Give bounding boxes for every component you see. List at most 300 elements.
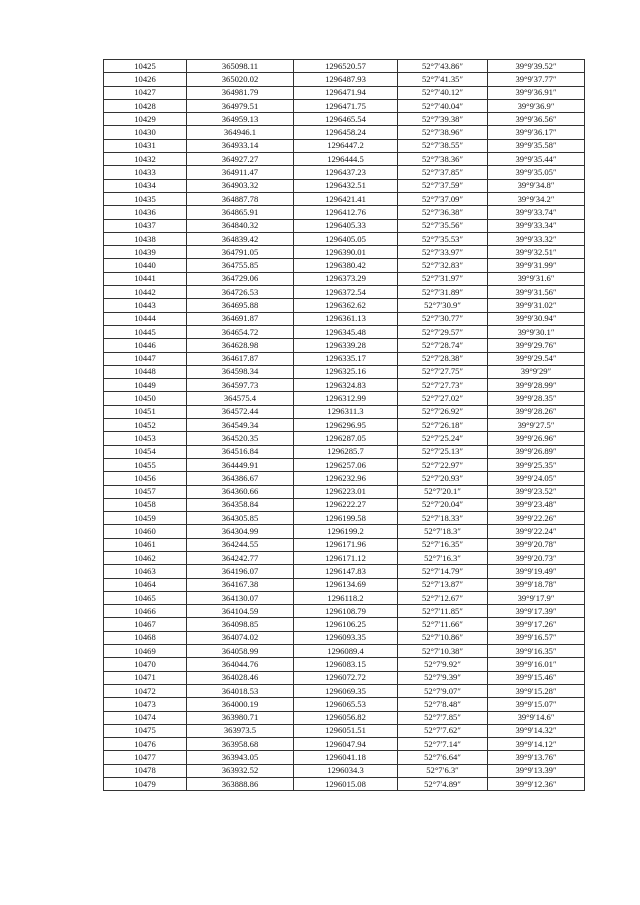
longitude-cell: 39°9′13.76″ [488, 751, 585, 764]
x-coordinate-cell: 364000.19 [187, 698, 294, 711]
y-coordinate-cell: 1296047.94 [294, 738, 398, 751]
point-number-cell: 10461 [104, 538, 187, 551]
longitude-cell: 39°9′35.44″ [488, 153, 585, 166]
longitude-cell: 39°9′19.49″ [488, 565, 585, 578]
y-coordinate-cell: 1296335.17 [294, 352, 398, 365]
point-number-cell: 10433 [104, 166, 187, 179]
longitude-cell: 39°9′23.52″ [488, 485, 585, 498]
longitude-cell: 39°9′15.46″ [488, 671, 585, 684]
longitude-cell: 39°9′16.01″ [488, 658, 585, 671]
point-number-cell: 10429 [104, 113, 187, 126]
x-coordinate-cell: 364305.85 [187, 512, 294, 525]
x-coordinate-cell: 364979.51 [187, 99, 294, 112]
table-row [104, 684, 585, 697]
table-row [104, 166, 585, 179]
table-row [104, 339, 585, 352]
table-row [104, 405, 585, 418]
point-number-cell: 10448 [104, 365, 187, 378]
x-coordinate-cell: 364729.06 [187, 272, 294, 285]
latitude-cell: 52°7′20.93″ [398, 472, 488, 485]
longitude-cell: 39°9′16.57″ [488, 631, 585, 644]
longitude-cell: 39°9′36.17″ [488, 126, 585, 139]
y-coordinate-cell: 1296051.51 [294, 724, 398, 737]
longitude-cell: 39°9′14.32″ [488, 724, 585, 737]
x-coordinate-cell: 364130.07 [187, 591, 294, 604]
x-coordinate-cell: 364360.66 [187, 485, 294, 498]
latitude-cell: 52°7′30.9″ [398, 299, 488, 312]
point-number-cell: 10431 [104, 139, 187, 152]
x-coordinate-cell: 363943.05 [187, 751, 294, 764]
latitude-cell: 52°7′27.73″ [398, 379, 488, 392]
table-row [104, 126, 585, 139]
y-coordinate-cell: 1296373.29 [294, 272, 398, 285]
latitude-cell: 52°7′9.39″ [398, 671, 488, 684]
y-coordinate-cell: 1296471.94 [294, 86, 398, 99]
y-coordinate-cell: 1296520.57 [294, 60, 398, 73]
table-row [104, 778, 585, 791]
table-row [104, 73, 585, 86]
table-row [104, 325, 585, 338]
table-row [104, 246, 585, 259]
y-coordinate-cell: 1296171.12 [294, 551, 398, 564]
table-row [104, 192, 585, 205]
point-number-cell: 10459 [104, 512, 187, 525]
y-coordinate-cell: 1296390.01 [294, 246, 398, 259]
latitude-cell: 52°7′26.92″ [398, 405, 488, 418]
x-coordinate-cell: 364196.07 [187, 565, 294, 578]
table-row [104, 299, 585, 312]
longitude-cell: 39°9′29.54″ [488, 352, 585, 365]
latitude-cell: 52°7′13.87″ [398, 578, 488, 591]
longitude-cell: 39°9′32.51″ [488, 246, 585, 259]
x-coordinate-cell: 364358.84 [187, 498, 294, 511]
y-coordinate-cell: 1296324.83 [294, 379, 398, 392]
x-coordinate-cell: 364058.99 [187, 645, 294, 658]
y-coordinate-cell: 1296106.25 [294, 618, 398, 631]
table-row [104, 86, 585, 99]
longitude-cell: 39°9′16.35″ [488, 645, 585, 658]
point-number-cell: 10467 [104, 618, 187, 631]
x-coordinate-cell: 363932.52 [187, 764, 294, 777]
longitude-cell: 39°9′14.12″ [488, 738, 585, 751]
latitude-cell: 52°7′12.67″ [398, 591, 488, 604]
longitude-cell: 39°9′26.89″ [488, 445, 585, 458]
y-coordinate-cell: 1296412.76 [294, 206, 398, 219]
table-row [104, 232, 585, 245]
table-row [104, 139, 585, 152]
y-coordinate-cell: 1296199.2 [294, 525, 398, 538]
x-coordinate-cell: 364887.78 [187, 192, 294, 205]
longitude-cell: 39°9′27.5″ [488, 419, 585, 432]
latitude-cell: 52°7′37.09″ [398, 192, 488, 205]
latitude-cell: 52°7′14.79″ [398, 565, 488, 578]
longitude-cell: 39°9′12.36″ [488, 778, 585, 791]
latitude-cell: 52°7′11.66″ [398, 618, 488, 631]
longitude-cell: 39°9′17.9″ [488, 591, 585, 604]
point-number-cell: 10432 [104, 153, 187, 166]
table-row [104, 565, 585, 578]
point-number-cell: 10443 [104, 299, 187, 312]
point-number-cell: 10476 [104, 738, 187, 751]
y-coordinate-cell: 1296405.05 [294, 232, 398, 245]
y-coordinate-cell: 1296108.79 [294, 605, 398, 618]
x-coordinate-cell: 363973.5 [187, 724, 294, 737]
x-coordinate-cell: 364617.87 [187, 352, 294, 365]
y-coordinate-cell: 1296421.41 [294, 192, 398, 205]
longitude-cell: 39°9′36.56″ [488, 113, 585, 126]
x-coordinate-cell: 364572.44 [187, 405, 294, 418]
table-row [104, 312, 585, 325]
x-coordinate-cell: 364911.47 [187, 166, 294, 179]
longitude-cell: 39°9′36.9″ [488, 99, 585, 112]
x-coordinate-cell: 364304.99 [187, 525, 294, 538]
point-number-cell: 10446 [104, 339, 187, 352]
point-number-cell: 10441 [104, 272, 187, 285]
y-coordinate-cell: 1296072.72 [294, 671, 398, 684]
table-row [104, 485, 585, 498]
point-number-cell: 10473 [104, 698, 187, 711]
latitude-cell: 52°7′7.85″ [398, 711, 488, 724]
longitude-cell: 39°9′35.05″ [488, 166, 585, 179]
y-coordinate-cell: 1296056.82 [294, 711, 398, 724]
x-coordinate-cell: 364981.79 [187, 86, 294, 99]
x-coordinate-cell: 363888.86 [187, 778, 294, 791]
longitude-cell: 39°9′31.56″ [488, 286, 585, 299]
table-row [104, 512, 585, 525]
longitude-cell: 39°9′30.1″ [488, 325, 585, 338]
x-coordinate-cell: 364104.59 [187, 605, 294, 618]
y-coordinate-cell: 1296312.99 [294, 392, 398, 405]
table-row [104, 671, 585, 684]
latitude-cell: 52°7′41.35″ [398, 73, 488, 86]
latitude-cell: 52°7′38.55″ [398, 139, 488, 152]
latitude-cell: 52°7′11.85″ [398, 605, 488, 618]
y-coordinate-cell: 1296471.75 [294, 99, 398, 112]
coordinates-table-body [104, 60, 585, 791]
x-coordinate-cell: 364755.85 [187, 259, 294, 272]
latitude-cell: 52°7′22.97″ [398, 458, 488, 471]
latitude-cell: 52°7′16.35″ [398, 538, 488, 551]
latitude-cell: 52°7′33.97″ [398, 246, 488, 259]
longitude-cell: 39°9′37.77″ [488, 73, 585, 86]
latitude-cell: 52°7′32.83″ [398, 259, 488, 272]
table-row [104, 153, 585, 166]
latitude-cell: 52°7′26.18″ [398, 419, 488, 432]
x-coordinate-cell: 364167.38 [187, 578, 294, 591]
latitude-cell: 52°7′28.38″ [398, 352, 488, 365]
latitude-cell: 52°7′38.36″ [398, 153, 488, 166]
latitude-cell: 52°7′36.38″ [398, 206, 488, 219]
longitude-cell: 39°9′34.2″ [488, 192, 585, 205]
x-coordinate-cell: 364840.32 [187, 219, 294, 232]
y-coordinate-cell: 1296405.33 [294, 219, 398, 232]
y-coordinate-cell: 1296118.2 [294, 591, 398, 604]
point-number-cell: 10426 [104, 73, 187, 86]
point-number-cell: 10445 [104, 325, 187, 338]
table-row [104, 724, 585, 737]
table-row [104, 458, 585, 471]
x-coordinate-cell: 364575.4 [187, 392, 294, 405]
y-coordinate-cell: 1296171.96 [294, 538, 398, 551]
y-coordinate-cell: 1296361.13 [294, 312, 398, 325]
point-number-cell: 10436 [104, 206, 187, 219]
x-coordinate-cell: 364691.87 [187, 312, 294, 325]
point-number-cell: 10472 [104, 684, 187, 697]
point-number-cell: 10442 [104, 286, 187, 299]
y-coordinate-cell: 1296447.2 [294, 139, 398, 152]
table-row [104, 60, 585, 73]
table-row [104, 764, 585, 777]
longitude-cell: 39°9′36.91″ [488, 86, 585, 99]
y-coordinate-cell: 1296134.69 [294, 578, 398, 591]
table-row [104, 419, 585, 432]
latitude-cell: 52°7′6.64″ [398, 751, 488, 764]
point-number-cell: 10462 [104, 551, 187, 564]
latitude-cell: 52°7′35.56″ [398, 219, 488, 232]
latitude-cell: 52°7′25.24″ [398, 432, 488, 445]
point-number-cell: 10428 [104, 99, 187, 112]
longitude-cell: 39°9′15.07″ [488, 698, 585, 711]
point-number-cell: 10439 [104, 246, 187, 259]
longitude-cell: 39°9′33.34″ [488, 219, 585, 232]
point-number-cell: 10458 [104, 498, 187, 511]
table-row [104, 472, 585, 485]
x-coordinate-cell: 364242.77 [187, 551, 294, 564]
x-coordinate-cell: 364839.42 [187, 232, 294, 245]
longitude-cell: 39°9′20.73″ [488, 551, 585, 564]
longitude-cell: 39°9′24.05″ [488, 472, 585, 485]
x-coordinate-cell: 364098.85 [187, 618, 294, 631]
latitude-cell: 52°7′39.38″ [398, 113, 488, 126]
table-row [104, 751, 585, 764]
table-row [104, 658, 585, 671]
table-row [104, 99, 585, 112]
latitude-cell: 52°7′38.96″ [398, 126, 488, 139]
y-coordinate-cell: 1296065.53 [294, 698, 398, 711]
longitude-cell: 39°9′25.35″ [488, 458, 585, 471]
latitude-cell: 52°7′9.07″ [398, 684, 488, 697]
longitude-cell: 39°9′35.58″ [488, 139, 585, 152]
point-number-cell: 10468 [104, 631, 187, 644]
x-coordinate-cell: 364597.73 [187, 379, 294, 392]
table-row [104, 365, 585, 378]
y-coordinate-cell: 1296372.54 [294, 286, 398, 299]
longitude-cell: 39°9′17.39″ [488, 605, 585, 618]
longitude-cell: 39°9′29″ [488, 365, 585, 378]
x-coordinate-cell: 363958.68 [187, 738, 294, 751]
latitude-cell: 52°7′8.48″ [398, 698, 488, 711]
latitude-cell: 52°7′35.53″ [398, 232, 488, 245]
longitude-cell: 39°9′17.26″ [488, 618, 585, 631]
longitude-cell: 39°9′23.48″ [488, 498, 585, 511]
table-row [104, 645, 585, 658]
latitude-cell: 52°7′31.89″ [398, 286, 488, 299]
coordinates-table [103, 59, 585, 791]
y-coordinate-cell: 1296089.4 [294, 645, 398, 658]
y-coordinate-cell: 1296437.23 [294, 166, 398, 179]
x-coordinate-cell: 364959.13 [187, 113, 294, 126]
longitude-cell: 39°9′26.96″ [488, 432, 585, 445]
longitude-cell: 39°9′28.35″ [488, 392, 585, 405]
point-number-cell: 10477 [104, 751, 187, 764]
latitude-cell: 52°7′40.04″ [398, 99, 488, 112]
x-coordinate-cell: 364946.1 [187, 126, 294, 139]
point-number-cell: 10456 [104, 472, 187, 485]
latitude-cell: 52°7′20.1″ [398, 485, 488, 498]
latitude-cell: 52°7′6.3″ [398, 764, 488, 777]
point-number-cell: 10479 [104, 778, 187, 791]
y-coordinate-cell: 1296285.7 [294, 445, 398, 458]
y-coordinate-cell: 1296223.01 [294, 485, 398, 498]
latitude-cell: 52°7′18.33″ [398, 512, 488, 525]
x-coordinate-cell: 364449.91 [187, 458, 294, 471]
point-number-cell: 10471 [104, 671, 187, 684]
longitude-cell: 39°9′29.76″ [488, 339, 585, 352]
point-number-cell: 10463 [104, 565, 187, 578]
y-coordinate-cell: 1296147.83 [294, 565, 398, 578]
y-coordinate-cell: 1296458.24 [294, 126, 398, 139]
table-row [104, 591, 585, 604]
y-coordinate-cell: 1296083.15 [294, 658, 398, 671]
point-number-cell: 10474 [104, 711, 187, 724]
point-number-cell: 10437 [104, 219, 187, 232]
x-coordinate-cell: 364074.02 [187, 631, 294, 644]
x-coordinate-cell: 364695.88 [187, 299, 294, 312]
table-row [104, 578, 585, 591]
point-number-cell: 10449 [104, 379, 187, 392]
table-row [104, 498, 585, 511]
y-coordinate-cell: 1296465.54 [294, 113, 398, 126]
latitude-cell: 52°7′4.89″ [398, 778, 488, 791]
y-coordinate-cell: 1296325.16 [294, 365, 398, 378]
table-row [104, 698, 585, 711]
x-coordinate-cell: 364598.34 [187, 365, 294, 378]
y-coordinate-cell: 1296232.96 [294, 472, 398, 485]
y-coordinate-cell: 1296339.28 [294, 339, 398, 352]
point-number-cell: 10452 [104, 419, 187, 432]
longitude-cell: 39°9′39.52″ [488, 60, 585, 73]
y-coordinate-cell: 1296380.42 [294, 259, 398, 272]
latitude-cell: 52°7′9.92″ [398, 658, 488, 671]
point-number-cell: 10451 [104, 405, 187, 418]
point-number-cell: 10470 [104, 658, 187, 671]
point-number-cell: 10475 [104, 724, 187, 737]
longitude-cell: 39°9′33.32″ [488, 232, 585, 245]
table-row [104, 272, 585, 285]
latitude-cell: 52°7′37.85″ [398, 166, 488, 179]
x-coordinate-cell: 364927.27 [187, 153, 294, 166]
point-number-cell: 10434 [104, 179, 187, 192]
latitude-cell: 52°7′7.62″ [398, 724, 488, 737]
point-number-cell: 10457 [104, 485, 187, 498]
point-number-cell: 10478 [104, 764, 187, 777]
y-coordinate-cell: 1296015.08 [294, 778, 398, 791]
y-coordinate-cell: 1296296.95 [294, 419, 398, 432]
point-number-cell: 10444 [104, 312, 187, 325]
latitude-cell: 52°7′10.86″ [398, 631, 488, 644]
x-coordinate-cell: 364018.53 [187, 684, 294, 697]
latitude-cell: 52°7′31.97″ [398, 272, 488, 285]
latitude-cell: 52°7′30.77″ [398, 312, 488, 325]
y-coordinate-cell: 1296257.06 [294, 458, 398, 471]
latitude-cell: 52°7′20.04″ [398, 498, 488, 511]
point-number-cell: 10460 [104, 525, 187, 538]
longitude-cell: 39°9′15.28″ [488, 684, 585, 697]
point-number-cell: 10427 [104, 86, 187, 99]
longitude-cell: 39°9′13.39″ [488, 764, 585, 777]
table-row [104, 179, 585, 192]
table-row [104, 392, 585, 405]
x-coordinate-cell: 364791.05 [187, 246, 294, 259]
x-coordinate-cell: 365098.11 [187, 60, 294, 73]
point-number-cell: 10447 [104, 352, 187, 365]
x-coordinate-cell: 364933.14 [187, 139, 294, 152]
longitude-cell: 39°9′31.02″ [488, 299, 585, 312]
x-coordinate-cell: 364903.32 [187, 179, 294, 192]
x-coordinate-cell: 364516.84 [187, 445, 294, 458]
latitude-cell: 52°7′40.12″ [398, 86, 488, 99]
longitude-cell: 39°9′22.26″ [488, 512, 585, 525]
y-coordinate-cell: 1296432.51 [294, 179, 398, 192]
y-coordinate-cell: 1296199.58 [294, 512, 398, 525]
x-coordinate-cell: 364044.76 [187, 658, 294, 671]
point-number-cell: 10466 [104, 605, 187, 618]
point-number-cell: 10450 [104, 392, 187, 405]
longitude-cell: 39°9′14.6″ [488, 711, 585, 724]
table-row [104, 219, 585, 232]
point-number-cell: 10453 [104, 432, 187, 445]
table-row [104, 206, 585, 219]
longitude-cell: 39°9′34.8″ [488, 179, 585, 192]
longitude-cell: 39°9′30.94″ [488, 312, 585, 325]
table-row [104, 352, 585, 365]
latitude-cell: 52°7′16.3″ [398, 551, 488, 564]
point-number-cell: 10464 [104, 578, 187, 591]
table-row [104, 618, 585, 631]
table-row [104, 738, 585, 751]
longitude-cell: 39°9′31.6″ [488, 272, 585, 285]
y-coordinate-cell: 1296041.18 [294, 751, 398, 764]
point-number-cell: 10469 [104, 645, 187, 658]
longitude-cell: 39°9′31.99″ [488, 259, 585, 272]
table-row [104, 711, 585, 724]
y-coordinate-cell: 1296362.62 [294, 299, 398, 312]
x-coordinate-cell: 364654.72 [187, 325, 294, 338]
x-coordinate-cell: 365020.02 [187, 73, 294, 86]
table-row [104, 605, 585, 618]
x-coordinate-cell: 364726.53 [187, 286, 294, 299]
table-row [104, 379, 585, 392]
table-row [104, 525, 585, 538]
x-coordinate-cell: 364244.55 [187, 538, 294, 551]
y-coordinate-cell: 1296444.5 [294, 153, 398, 166]
latitude-cell: 52°7′27.75″ [398, 365, 488, 378]
x-coordinate-cell: 364865.91 [187, 206, 294, 219]
point-number-cell: 10435 [104, 192, 187, 205]
table-row [104, 631, 585, 644]
table-row [104, 445, 585, 458]
longitude-cell: 39°9′20.78″ [488, 538, 585, 551]
table-row [104, 538, 585, 551]
table-row [104, 113, 585, 126]
longitude-cell: 39°9′18.78″ [488, 578, 585, 591]
table-row [104, 259, 585, 272]
latitude-cell: 52°7′29.57″ [398, 325, 488, 338]
latitude-cell: 52°7′28.74″ [398, 339, 488, 352]
y-coordinate-cell: 1296069.35 [294, 684, 398, 697]
longitude-cell: 39°9′22.24″ [488, 525, 585, 538]
point-number-cell: 10438 [104, 232, 187, 245]
